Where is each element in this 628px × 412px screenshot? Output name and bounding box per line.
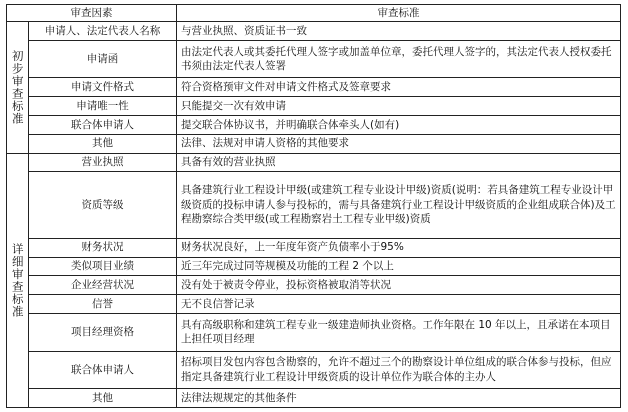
factor-cell: 其他 (29, 389, 177, 408)
table-row (7, 97, 621, 116)
table-row (7, 22, 621, 41)
factor-cell: 申请文件格式 (29, 78, 177, 97)
standard-cell: 符合资格预审文件对申请文件格式及签章要求 (177, 78, 621, 97)
standard-cell: 无不良信誉记录 (177, 295, 621, 314)
table-row (7, 153, 621, 172)
table-row (7, 389, 621, 408)
factor-cell: 申请人、法定代表人名称 (29, 22, 177, 41)
factor-cell: 类似项目业绩 (29, 257, 177, 276)
table-row (7, 172, 621, 238)
standard-cell: 招标项目发包内容包含勘察的，允许不超过三个的勘察设计单位组成的联合体参与投标，但应指定具备建筑行业工程设计甲级资质的设计单位作为联合体的主办人 (177, 351, 621, 389)
header-factor: 审查因素 (7, 5, 177, 22)
factor-cell: 营业执照 (29, 153, 177, 172)
table-row (7, 134, 621, 153)
table-row (7, 40, 621, 78)
factor-cell: 项目经理资格 (29, 313, 177, 351)
stage-label-preliminary: 初步审查标准 (7, 22, 29, 154)
factor-cell: 资质等级 (29, 172, 177, 238)
factor-cell: 申请函 (29, 40, 177, 78)
standard-cell: 具有高级职称和建筑工程专业一级建造师执业资格。工作年限在 10 年以上，且承诺在本项目上担任项目经理 (177, 313, 621, 351)
factor-cell: 财务状况 (29, 238, 177, 257)
stage-label-detailed: 详细审查标准 (7, 153, 29, 407)
factor-cell: 申请唯一性 (29, 97, 177, 116)
standard-cell: 法律、法规对申请人资格的其他要求 (177, 134, 621, 153)
standard-cell: 由法定代表人或其委托代理人签字或加盖单位章，委托代理人签字的，其法定代表人授权委托书须由法定代表人签署 (177, 40, 621, 78)
table-row (7, 115, 621, 134)
table-row (7, 295, 621, 314)
factor-cell: 信誉 (29, 295, 177, 314)
header-standard: 审查标准 (177, 5, 621, 22)
factor-cell: 联合体申请人 (29, 115, 177, 134)
standard-cell: 具备建筑行业工程设计甲级(或建筑工程专业设计甲级)资质(说明：若具备建筑工程专业设计甲级资质的投标申请人参与投标的，需与具备建筑行业工程设计甲级资质的企业组成联合体)及工程勘察综合类甲级(或工程勘察岩土工程专业甲级)资质 (177, 172, 621, 238)
table-row (7, 257, 621, 276)
table-row (7, 276, 621, 295)
standard-cell: 提交联合体协议书，并明确联合体牵头人(如有) (177, 115, 621, 134)
standard-cell: 只能提交一次有效申请 (177, 97, 621, 116)
table-header-row (7, 5, 621, 22)
standard-cell: 财务状况良好，上一年度年资产负债率小于95% (177, 238, 621, 257)
standard-cell: 具备有效的营业执照 (177, 153, 621, 172)
table-row (7, 313, 621, 351)
standard-cell: 没有处于被责令停业，投标资格被取消等状况 (177, 276, 621, 295)
table-row (7, 78, 621, 97)
standard-cell: 与营业执照、资质证书一致 (177, 22, 621, 41)
table-row (7, 238, 621, 257)
standard-cell: 法律法规规定的其他条件 (177, 389, 621, 408)
factor-cell: 企业经营状况 (29, 276, 177, 295)
factor-cell: 其他 (29, 134, 177, 153)
review-criteria-table (6, 4, 621, 408)
factor-cell: 联合体申请人 (29, 351, 177, 389)
table-row (7, 351, 621, 389)
standard-cell: 近三年完成过同等规模及功能的工程 2 个以上 (177, 257, 621, 276)
